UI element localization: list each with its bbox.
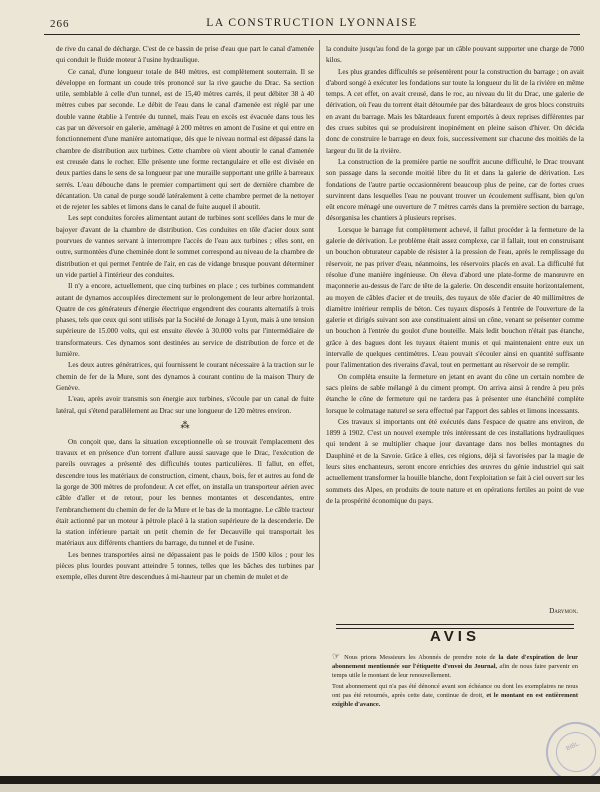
body-paragraph: Les deux autres génératrices, qui fournissent le courant nécessaire à la traction sur le chemin de fer de la Mure, sont des dynamos à courant continu de la maison Thury de Genève. xyxy=(56,361,314,392)
body-paragraph: Ce canal, d'une longueur totale de 840 mètres, est complètement souterrain. Il se développe en formant un coude très prononcé sur la rive gauche du Drac. Sa section utile, semblable à celle d'un tunnel, est de 15,40 mètres carrés, il peut débiter 38 à 40 mètres cubes par seconde. Le débit de l'eau dans le canal d'amenée est réglé par une double vanne établie à l'entrée du tunnel, mais l'eau en excès est évacuée dans tous les cas par un déversoir en galerie, aménagé à 200 mètres en amont de l'usine et qui entre en fonctionnement d'une manière automatique, dès que le niveau normal est dépassé dans la chambre de distribution aux turbines. Cette chambre où vient aboutir le canal d'amenée est creusée dans le rocher. Elle présente une forme rectangulaire et elle est divisée en deux parties dans le sens de sa longueur par une muraille supportant une grille à barreaux serrés. L'eau débouche dans le premier compartiment qui sert de dernière chambre de décantation. Un canal de purge soudé latéralement à cette chambre permet de la nettoyer et de rejeter les sables et limons dans le canal de fuite auquel il aboutit. xyxy=(56,67,314,212)
signature-block xyxy=(326,606,584,620)
page-header xyxy=(44,14,580,35)
body-paragraph: Ces travaux si importants ont été exécutés dans l'espace de quatre ans environ, de 1899 à 1902. C'est un nouvel exemple très intéressant de ces installations hydrauliques qui tendent à se multiplier chaque jour davantage dans nos belles montagnes du Dauphiné et de la Savoie. Grâce à elles, ces régions, déjà si favorisées par la magie de leurs sites enchanteurs, seront encore enrichies des œuvres du génie industriel qui sait actuellement transformer la houille blanche, dont l'exploitation se fait à ciel ouvert sur les sommets des Alpes, en produits de toute nature et en opérations fertiles au point de vue de la prospérité économique du pays. xyxy=(326,417,584,505)
avis-notice-box xyxy=(326,624,584,762)
avis-p2-bold: et le montant en est entièrement exigible d'avance. xyxy=(332,691,578,709)
page-number: 266 xyxy=(50,18,70,30)
avis-p1-intro: Nous prions Messieurs les Abonnés de prendre note de xyxy=(344,654,499,661)
avis-p1-rest: afin de nous faire parvenir en temps utile le montant de leur renouvellement. xyxy=(332,663,578,680)
column-divider xyxy=(319,40,320,570)
body-paragraph: L'eau, après avoir transmis son énergie aux turbines, s'écoule par un canal de fuite latéral, qui s'étend parallèlement au Drac sur une longueur de 120 mètres environ. xyxy=(56,395,314,415)
right-column xyxy=(326,44,584,564)
body-paragraph: Il n'y a encore, actuellement, que cinq turbines en place ; ces turbines commandent autant de dynamos accouplées directement sur le prolongement de leur arbre horizontal. Quatre de ces générateurs d'énergie électrique engendrent des courants alternatifs à trois phases, tels que ceux qui sont utilisés par la Société de Jonage à Lyon, mais à une tension supérieure de 15.000 volts, qui est ensuite élevée à 30.000 volts par l'intermédiaire de transformateurs. Ces dynamos sont destinées au service de distribution de force et de lumière. xyxy=(56,282,314,359)
body-paragraph: On compléta ensuite la fermeture en jetant en avant du cône un certain nombre de sacs pleins de sable mélangé à du ciment prompt. On arriva ainsi à rendre à peu près étanche le cône de fermeture qui ne tardera pas à présenter une étanchéité complète lorsque le colmatage naturel se sera effectué par l'apport des sables et limons incessants. xyxy=(326,372,584,415)
avis-p2-intro: Tout abonnement qui n'a pas été dénoncé avant son échéance ou dont les exemplaires ne nous ont pas été retournés, après cette date, continue de droit, xyxy=(332,682,578,699)
body-paragraph: de rive du canal de décharge. C'est de ce bassin de prise d'eau que part le canal d'amenée qui conduit le fluide moteur à l'usine hydraulique. xyxy=(56,45,314,65)
pointing-hand-icon: ☞ xyxy=(332,651,341,661)
left-column xyxy=(56,44,314,764)
journal-title: LA CONSTRUCTION LYONNAISE xyxy=(206,17,418,29)
scan-bottom-edge xyxy=(0,776,600,784)
avis-paragraph-1 xyxy=(332,652,578,681)
body-paragraph: Les bennes transportées ainsi ne dépassaient pas le poids de 1500 kilos ; pour les pièces plus lourdes pouvant atteindre 5 tonnes, telles que les bâches des turbines par exemple, elles durent être descendues à mi-hauteur par un chemin de mulet et de xyxy=(56,550,314,582)
body-paragraph: la conduite jusqu'au fond de la gorge par un câble pouvant supporter une charge de 7000 kilos. xyxy=(326,45,584,65)
body-paragraph: La construction de la première partie ne souffrit aucune difficulté, le Drac trouvant son passage dans la seconde moitié libre du lit et dans la galerie de dérivation. Les fondations de l'autre partie occasionnèrent beaucoup plus de peine, car de fortes crues survinrent dans lesquelles l'eau ne pouvant trouver un écoulement suffisant, bien qu'on eût encore ménagé une ouverture de 7 mètres carrés dans la première section du barrage, désorganisa les chantiers à plusieurs reprises. xyxy=(326,157,584,223)
body-paragraph: On conçoit que, dans la situation exceptionnelle où se trouvait l'emplacement des travaux et en présence d'un torrent d'allure aussi sauvage que le Drac, l'exécution de pareils ouvrages a présenté des difficultés toutes particulières. Il fallut, en effet, descendre tous les matériaux de construction, ciment, chaux, bois, fer et autres au fond de la gorge de 300 mètres de profondeur. A cet effet, on installa un transporteur aérien avec câble d'aller et de retour, pour les bennes montantes et descendantes, entre l'embranchement du chemin de fer de la Mure et le bas de la montagne. Le câble tracteur était actionné par un moteur à pétrole placé à la station supérieure de la descenderie. De la station inférieure partait un petit chemin de fer Decauville qui transportait les matériaux aux différents chantiers du barrage, du tunnel et de l'usine. xyxy=(56,437,314,548)
stamp-text: BIBL. xyxy=(565,740,582,753)
body-paragraph: Les sept conduites forcées alimentant autant de turbines sont scellées dans le mur de bajoyer d'avant de la chambre de distribution. Ces conduites en tôle d'acier doux sont pourvues de vannes servant à interrompre l'accès de l'eau aux turbines ; elles sont, en outre, surmontées d'une cheminée dont le sommet correspond au niveau de la chambre de distribution et qui permet l'entrée de l'air, en cas de vidange brusque pouvant déterminer un vide partiel à l'intérieur des conduites. xyxy=(56,214,314,279)
avis-title: AVIS xyxy=(430,628,480,645)
author-signature: Darymon. xyxy=(549,607,578,615)
avis-paragraph-2 xyxy=(332,682,578,710)
section-separator: ⁂ xyxy=(180,419,190,430)
body-paragraph: Lorsque le barrage fut complètement achevé, il fallut procéder à la fermeture de la galerie de dérivation. Le problème était assez complexe, car il fallait, tout en construisant un bouchon obturateur capable de résister à la pression de l'eau, après le remplissage du réservoir, ne pas priver d'eau, néanmoins, les réservoirs placés en aval. La difficulté fut résolue d'une manière ingénieuse. On éleva d'abord une plate-forme de manœuvre en maçonnerie au-dessus de l'arc de tête de la galerie. On descendit ensuite horizontalement, au moyen de câbles d'acier et de treuils, des tuyaux de tôle d'acier de 40 millimètres de diamètre intérieur remplis de béton. Ces tuyaux disposés à l'entrée de l'ouverture de la galerie et dirigés suivant son axe constituaient ainsi un cône, venant se présenter comme un bouchon à l'entrée du goulot d'une bouteille. Mais ledit bouchon n'était pas étanche, grâce à des bagues dont les tuyaux étaient munis et qui maintenaient entre eux un intervalle de quelques centimètres. L'eau pouvait s'écouler ainsi en quantité suffisante pour l'alimentation des riverains d'aval, tout en permettant au réservoir de se remplir. xyxy=(326,225,584,370)
body-paragraph: Les plus grandes difficultés se présentèrent pour la construction du barrage ; on avait d'abord songé à exécuter les fondations sur toute la longueur du lit de la rivière en même temps. A cet effet, on avait creusé, dans le roc, au niveau du lit du Drac, une galerie de dérivation, où l'eau du torrent était détournée par des bâtardeaux de gros blocs construits en avant du barrage. Mais les bâtardeaux furent emportés à deux reprises différentes par des crues subites qui se produisirent inopinément en pleine saison d'hiver. On décida donc de construire le barrage en deux fois, successivement sur chacune des moitiés de la largeur du lit de la rivière. xyxy=(326,67,584,155)
avis-p1-bold: la date d'expiration de leur abonnement mentionnée sur l'étiquette d'envoi du Journal, xyxy=(332,654,578,671)
avis-body xyxy=(332,652,578,710)
